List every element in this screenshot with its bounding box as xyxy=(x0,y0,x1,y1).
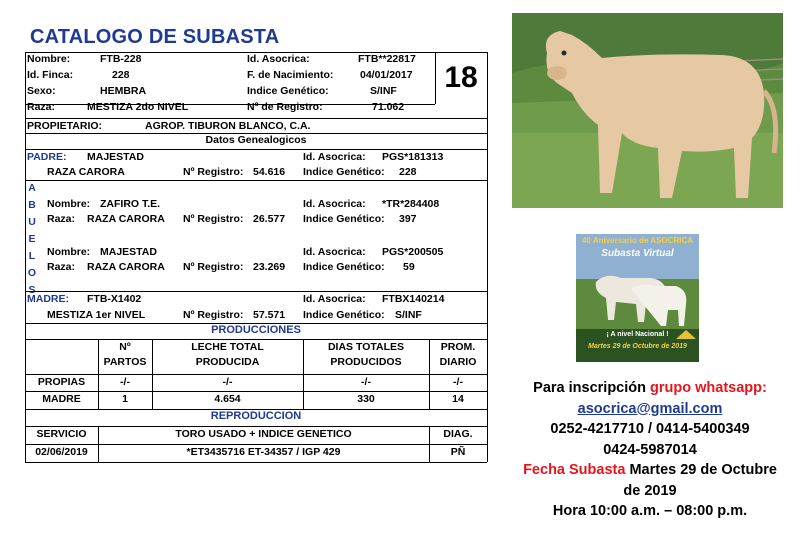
auction-date: Fecha Subasta Martes 29 de Octubre de 2019 xyxy=(523,462,777,499)
catalog-sheet xyxy=(25,52,487,462)
sexo-value: HEMBRA xyxy=(100,85,147,97)
whatsapp-group-label: grupo whatsapp: xyxy=(650,380,767,396)
madre-label: MADRE: xyxy=(27,293,69,305)
abuelos-letter: S xyxy=(28,284,36,296)
row-madre-partos: 1 xyxy=(122,393,128,405)
reproduccion-title: REPRODUCCION xyxy=(210,410,302,422)
inscripcion-line: Para inscripción grupo whatsapp: xyxy=(533,380,767,396)
header-leche: LECHE TOTAL PRODUCIDA xyxy=(191,341,264,368)
phones-line-1: 0252-4217710 / 0414-5400349 xyxy=(550,421,750,437)
madre-nombre: FTB-X1402 xyxy=(87,293,142,305)
email-link[interactable]: asocrica@gmail.com xyxy=(577,400,723,417)
poster-line2: Subasta Virtual xyxy=(601,248,674,259)
toro-usado: *ET3435716 ET-34357 / IGP 429 xyxy=(186,446,341,458)
abuelo1-raza-label: Raza: xyxy=(47,213,76,225)
abuelo2-registro: 23.269 xyxy=(253,261,286,273)
genealogicos-header: Datos Genealogicos xyxy=(205,134,307,146)
nombre-value: FTB-228 xyxy=(100,53,142,65)
abuelos-letter: E xyxy=(28,233,36,245)
abuelos-letter: B xyxy=(28,199,36,211)
servicio-fecha: 02/06/2019 xyxy=(35,446,88,458)
producciones-title: PRODUCCIONES xyxy=(211,324,301,336)
abuelos-letter: A xyxy=(28,182,36,194)
padre-id-label: Id. Asocrica: xyxy=(303,151,366,163)
auction-hours: Hora 10:00 a.m. – 08:00 p.m. xyxy=(552,503,748,519)
header-diag: DIAG. xyxy=(443,428,473,440)
abuelo1-indice: 397 xyxy=(399,213,417,225)
row-madre-leche: 4.654 xyxy=(214,393,241,405)
abuelo1-nombre-label: Nombre: xyxy=(47,198,91,210)
f-nacimiento-value: 04/01/2017 xyxy=(360,69,413,81)
id-asocrica-label: Id. Asocrica: xyxy=(247,53,310,65)
abuelo1-nombre: ZAFIRO T.E. xyxy=(100,198,161,210)
abuelo2-reg-label: Nº Registro: xyxy=(183,261,244,273)
abuelo1-raza: RAZA CARORA xyxy=(87,213,165,225)
madre-reg-label: Nº Registro: xyxy=(183,309,244,321)
abuelo2-nombre-label: Nombre: xyxy=(47,246,91,258)
abuelo2-id: PGS*200505 xyxy=(382,246,444,258)
phones-line-2: 0424-5987014 xyxy=(603,441,697,458)
poster-line1: 40 Aniversario de ASOCRICA xyxy=(582,236,693,245)
id-asocrica-value: FTB**22817 xyxy=(358,53,416,65)
padre-registro: 54.616 xyxy=(253,166,286,178)
auction-poster xyxy=(576,234,699,362)
cow-photo xyxy=(512,13,783,208)
f-nacimiento-label: F. de Nacimiento: xyxy=(247,69,334,81)
propietario-value: AGROP. TIBURON BLANCO, C.A. xyxy=(145,120,311,132)
abuelo1-reg-label: Nº Registro: xyxy=(183,213,244,225)
abuelo2-raza: RAZA CARORA xyxy=(87,261,165,273)
nombre-label: Nombre: xyxy=(27,53,71,65)
sexo-label: Sexo: xyxy=(27,85,56,97)
abuelo1-id-label: Id. Asocrica: xyxy=(303,198,366,210)
header-toro: TORO USADO + INDICE GENETICO xyxy=(175,428,352,440)
madre-id-label: Id. Asocrica: xyxy=(303,293,366,305)
madre-registro: 57.571 xyxy=(253,309,286,321)
lot-number: 18 xyxy=(444,61,478,94)
madre-raza: MESTIZA 1er NIVEL xyxy=(47,309,146,321)
row-madre-dias: 330 xyxy=(357,393,375,405)
header-servicio: SERVICIO xyxy=(36,428,87,440)
abuelo2-indice: 59 xyxy=(403,261,415,273)
madre-indice-label: Indice Genético: xyxy=(303,309,385,321)
row-propias-dias: -/- xyxy=(361,376,371,388)
padre-label: PADRE: xyxy=(27,151,67,163)
header-partos: Nº PARTOS xyxy=(103,341,147,368)
row-propias-label: PROPIAS xyxy=(37,376,86,388)
indice-label: Indice Genético: xyxy=(247,85,329,97)
abuelos-letter: L xyxy=(28,250,36,262)
padre-nombre: MAJESTAD xyxy=(87,151,144,163)
row-madre-prom: 14 xyxy=(452,393,464,405)
header-prom: PROM. DIARIO xyxy=(439,341,477,368)
padre-indice: 228 xyxy=(399,166,417,178)
catalog-title: CATALOGO DE SUBASTA xyxy=(30,26,280,48)
madre-indice: S/INF xyxy=(395,309,422,321)
raza-value: MESTIZA 2do NIVEL xyxy=(87,101,189,113)
raza-label: Raza: xyxy=(27,101,56,113)
row-propias-prom: -/- xyxy=(453,376,463,388)
row-madre-label: MADRE xyxy=(42,393,81,405)
padre-id: PGS*181313 xyxy=(382,151,444,163)
row-propias-partos: -/- xyxy=(120,376,130,388)
poster-line3: ¡ A nivel Nacional ! xyxy=(606,331,669,338)
madre-id: FTBX140214 xyxy=(382,293,445,305)
padre-raza: RAZA CARORA xyxy=(47,166,125,178)
abuelos-letter: U xyxy=(28,216,36,228)
abuelo1-id: *TR*284408 xyxy=(382,198,440,210)
diagnostico: PÑ xyxy=(450,446,466,458)
header-dias: DIAS TOTALES PRODUCIDOS xyxy=(327,341,405,368)
padre-indice-label: Indice Genético: xyxy=(303,166,385,178)
propietario-label: PROPIETARIO: xyxy=(27,120,103,132)
contact-info xyxy=(505,378,795,522)
poster-line4: Martes 29 de Octubre de 2019 xyxy=(588,343,687,350)
id-finca-value: 228 xyxy=(112,69,130,81)
abuelo2-indice-label: Indice Genético: xyxy=(303,261,385,273)
id-finca-label: Id. Finca: xyxy=(27,69,74,81)
padre-reg-label: Nº Registro: xyxy=(183,166,244,178)
abuelo2-raza-label: Raza: xyxy=(47,261,76,273)
abuelo2-id-label: Id. Asocrica: xyxy=(303,246,366,258)
registro-value: 71.062 xyxy=(372,101,405,113)
abuelos-letter: O xyxy=(27,267,37,279)
abuelo1-indice-label: Indice Genético: xyxy=(303,213,385,225)
row-propias-leche: -/- xyxy=(222,376,233,388)
indice-value: S/INF xyxy=(370,85,397,97)
abuelo2-nombre: MAJESTAD xyxy=(100,246,157,258)
abuelo1-registro: 26.577 xyxy=(253,213,286,225)
registro-label: Nº de Registro: xyxy=(247,101,323,113)
